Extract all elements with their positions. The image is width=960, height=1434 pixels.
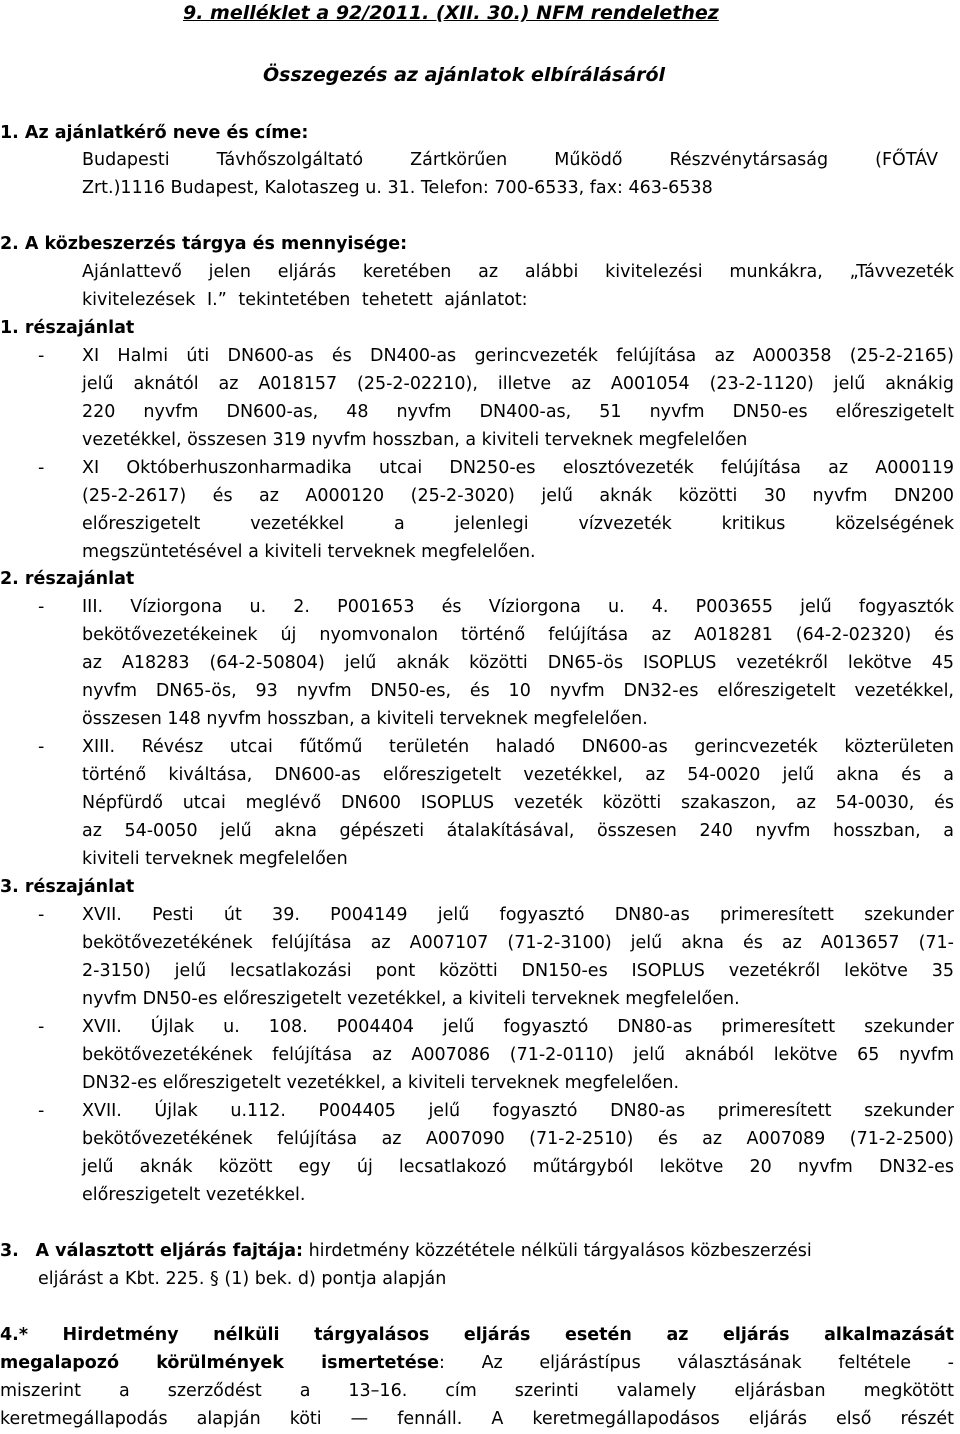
list-item-line: bekötővezetékeinek új nyomvonalon történő felújítása az A018281 (64-2-02320) és: [82, 625, 954, 645]
list-item-line: összesen 148 nyvfm hosszban, a kiviteli terveknek megfelelően.: [82, 709, 648, 729]
list-item-line: 2-3150) jelű lecsatlakozási pont közötti DN150-es ISOPLUS vezetékről lekötve 35: [82, 961, 954, 981]
section-1-line: Zrt.)1116 Budapest, Kalotaszeg u. 31. Telefon: 700-6533, fax: 463-6538: [82, 178, 713, 198]
list-item-line: az 54-0050 jelű akna gépészeti átalakításával, összesen 240 nyvfm hosszban, a: [82, 821, 954, 841]
section-2-heading: 2. A közbeszerzés tárgya és mennyisége:: [0, 234, 408, 254]
part-2-heading: 2. részajánlat: [0, 569, 135, 589]
list-item-line: XI Halmi úti DN600-as és DN400-as gerincvezeték felújítása az A000358 (25-2-2165): [82, 346, 954, 366]
section-2-line: kivitelezések I.” tekintetében tehetett ajánlatot:: [82, 290, 528, 310]
section-4-heading: 4.* Hirdetmény nélküli tárgyalásos eljárás esetén az eljárás alkalmazását: [0, 1325, 954, 1345]
section-1-heading: 1. Az ajánlatkérő neve és címe:: [0, 123, 309, 143]
list-item-line: bekötővezetékének felújítása az A007090 (71-2-2510) és az A007089 (71-2-2500): [82, 1129, 954, 1149]
list-item-line: jelű aknák között egy új lecsatlakozó műtárgyból lekötve 20 nyvfm DN32-es: [82, 1157, 954, 1177]
list-item-line: kiviteli terveknek megfelelően: [82, 849, 348, 869]
list-item-line: XVII. Újlak u.112. P004405 jelű fogyasztó DN80-as primeresített szekunder: [82, 1101, 954, 1121]
list-item-line: az A18283 (64-2-50804) jelű aknák közötti DN65-ös ISOPLUS vezetékről lekötve 45: [82, 653, 954, 673]
section-4-line: [0, 1355, 954, 1373]
section-3-label: A választott eljárás fajtája:: [35, 1241, 304, 1261]
section-2-line: Ajánlattevő jelen eljárás keretében az alábbi kivitelezési munkákra, „Távvezeték: [82, 262, 954, 282]
list-item-line: jelű aknától az A018157 (25-2-02210), illetve az A001054 (23-2-1120) jelű aknákig: [82, 374, 954, 394]
list-item-line: nyvfm DN50-es előreszigetelt vezetékkel, a kiviteli terveknek megfelelően.: [82, 989, 740, 1009]
section-4-text: : Az eljárástípus választásának feltétele -: [439, 1353, 954, 1373]
list-dash: -: [38, 905, 45, 925]
annex-reference: 9. melléklet a 92/2011. (XII. 30.) NFM rendelethez: [183, 2, 719, 24]
list-dash: -: [38, 346, 45, 366]
list-item-line: nyvfm DN65-ös, 93 nyvfm DN50-es, és 10 nyvfm DN32-es előreszigetelt vezetékkel,: [82, 681, 954, 701]
list-dash: -: [38, 597, 45, 617]
list-item-line: XI Októberhuszonharmadika utcai DN250-es elosztóvezeték felújítása az A000119: [82, 458, 954, 478]
list-item-line: DN32-es előreszigetelt vezetékkel, a kiviteli terveknek megfelelően.: [82, 1073, 680, 1093]
part-1-heading: 1. részajánlat: [0, 318, 135, 338]
list-item-line: (25-2-2617) és az A000120 (25-2-3020) jelű aknák közötti 30 nyvfm DN200: [82, 486, 954, 506]
section-4-line: miszerint a szerződést a 13–16. cím szerinti valamely eljárásban megkötött: [0, 1381, 954, 1401]
list-dash: -: [38, 1017, 45, 1037]
section-3-line: eljárást a Kbt. 225. § (1) bek. d) pontja alapján: [38, 1269, 447, 1289]
list-dash: -: [38, 458, 45, 478]
list-item-line: Népfürdő utcai meglévő DN600 ISOPLUS vezeték közötti szakaszon, az 54-0030, és: [82, 793, 954, 813]
section-1-line: Budapesti Távhőszolgáltató Zártkörűen Működő Részvénytársaság (FŐTÁV: [82, 150, 938, 170]
list-item-line: előreszigetelt vezetékkel.: [82, 1185, 306, 1205]
list-item-line: vezetékkel, összesen 319 nyvfm hosszban, a kiviteli terveknek megfelelően: [82, 430, 748, 450]
list-item-line: XVII. Újlak u. 108. P004404 jelű fogyasztó DN80-as primeresített szekunder: [82, 1017, 954, 1037]
list-dash: -: [38, 1101, 45, 1121]
section-3-text: hirdetmény közzététele nélküli tárgyalásos közbeszerzési: [303, 1241, 812, 1261]
list-item-line: előreszigetelt vezetékkel a jelenlegi vízvezeték kritikus közelségének: [82, 514, 954, 534]
section-4-bold-part: megalapozó körülmények ismertetése: [0, 1353, 440, 1373]
section-3-number: 3.: [0, 1241, 19, 1261]
list-dash: -: [38, 737, 45, 757]
section-4-line: keretmegállapodás alapján köti — fennáll. A keretmegállapodásos eljárás első részét: [0, 1409, 954, 1429]
list-item-line: XIII. Révész utcai fűtőmű területén haladó DN600-as gerincvezeték közterületen: [82, 737, 954, 757]
list-item-line: III. Víziorgona u. 2. P001653 és Víziorgona u. 4. P003655 jelű fogyasztók: [82, 597, 954, 617]
list-item-line: bekötővezetékének felújítása az A007086 (71-2-0110) jelű aknából lekötve 65 nyvfm: [82, 1045, 954, 1065]
list-item-line: megszüntetésével a kiviteli terveknek megfelelően.: [82, 542, 536, 562]
list-item-line: bekötővezetékének felújítása az A007107 (71-2-3100) jelű akna és az A013657 (71-: [82, 933, 954, 953]
section-3-line: [0, 1243, 812, 1261]
list-item-line: XVII. Pesti út 39. P004149 jelű fogyasztó DN80-as primeresített szekunder: [82, 905, 954, 925]
list-item-line: történő kiváltása, DN600-as előreszigetelt vezetékkel, az 54-0020 jelű akna és a: [82, 765, 954, 785]
list-item-line: 220 nyvfm DN600-as, 48 nyvfm DN400-as, 51 nyvfm DN50-es előreszigetelt: [82, 402, 954, 422]
document-title: Összegezés az ajánlatok elbírálásáról: [263, 64, 666, 86]
part-3-heading: 3. részajánlat: [0, 877, 135, 897]
